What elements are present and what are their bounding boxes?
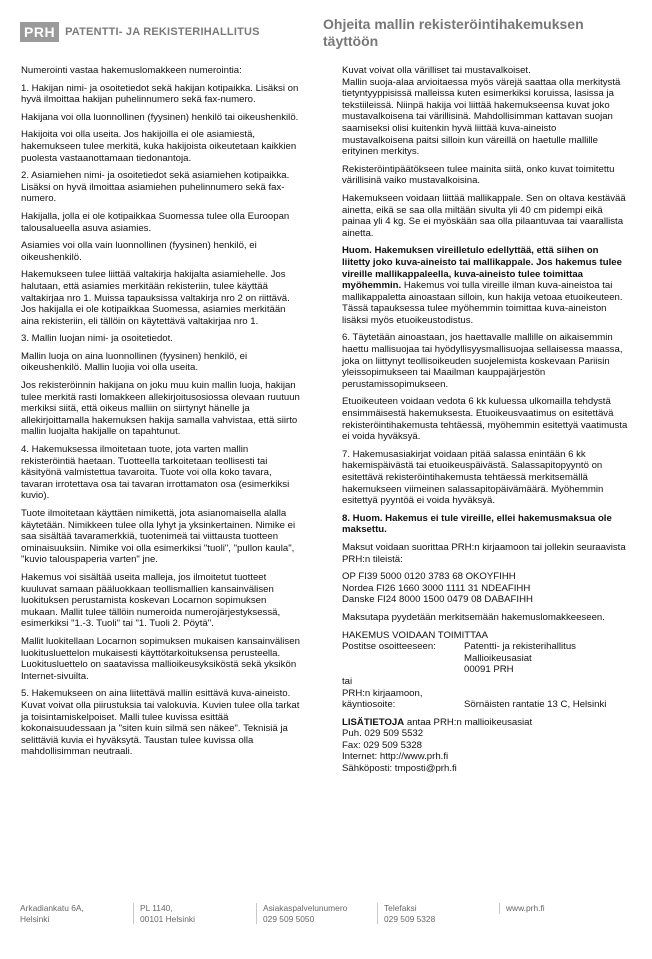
left-column xyxy=(21,65,304,764)
paragraph: Rekisteröintipäätökseen tulee mainita siitä, onko kuvat toimitettu värillisinä vaiko mustavalkoisina. xyxy=(342,163,615,187)
right-column xyxy=(342,65,629,775)
paragraph: Hakemukseen tulee liittää valtakirja hakijalta asiamiehelle. Jos halutaan, että asiamies merkitään rekisteriin, tulee käyttää valtakirjaa nro 1. Muissa tapauksissa valtakirja nro 2 on riittävä. Jos hakijalla ei ole kotipaikkaa Suomessa, asiamies merkitään aina rekisteriin, eli tällöin on käytettävä valtakirjaa nro 1. xyxy=(21,269,290,327)
delivery-heading: HAKEMUS VOIDAAN TOIMITTAA xyxy=(342,629,489,641)
info-heading-bold: LISÄTIETOJA xyxy=(342,716,405,728)
info-section xyxy=(342,717,629,775)
fee-notice: 8. Huom. Hakemus ei tule vireille, ellei hakemusmaksua ole maksettu. xyxy=(342,512,612,536)
postal-label: Postitse osoitteeseen: xyxy=(342,641,436,653)
paragraph: 5. Hakemukseen on aina liitettävä mallin esittävä kuva-aineisto. Kuvat voivat olla piirustuksia tai valokuvia. Kuvien tulee olla tarkat ja toisintamiskelpoiset. Malli tulee kuvissa esittää kokonaisuudessaan ja "siten kuin silmä sen näkee". Teknisiä ja selittäviä kuvia ei hyväksytä. Taustan tulee kuvissa olla mahdollisimman neutraali. xyxy=(21,688,300,758)
paragraph: 4. Hakemuksessa ilmoitetaan tuote, jota varten mallin rekisteröintiä haetaan. Tuotteella tarkoitetaan teollisesti tai käsityönä valmistettua tavaroita. Tuote voi olla koko tavara, tavaran irrotettava osa tai tavaran irrottamaton osa (esimerkiksi kuvio). xyxy=(21,444,290,502)
paragraph: Mallit luokitellaan Locarnon sopimuksen mukaisen kansainvälisen luokitusluettelon mukaisesti käyttötarkoituksensa perusteella. Luokitusluettelo on saatavissa mallioikeusyksiköstä sekä yksikön Internet-sivuilta. xyxy=(21,635,300,682)
bank-accounts: OP FI39 5000 0120 3783 68 OKOYFIHH Nordea FI26 1660 3000 1111 31 NDEAFIHH Danske FI24 8000 1500 0479 08 DABAFIHH xyxy=(342,571,533,606)
page-footer xyxy=(0,897,652,937)
paragraph: Etuoikeuteen voidaan vedota 6 kk kuluessa ulkomailla tehdystä ensimmäisestä hakemuksesta. Etuoikeusvaatimus on esitettävä rekisteröintihakemusta tehtäessä, myöhemmin esitettyä vaatimusta ei voida hyväksyä. xyxy=(342,396,628,443)
footer-website: www.prh.fi xyxy=(499,903,545,914)
paragraph: Hakemukseen voidaan liittää mallikappale. Sen on oltava kestävää ainetta, eikä se saa olla miltään sivulta yli 40 cm pidempi eikä painaa yli 4 kg. Se ei myöskään saa olla pilaantuvaa tai vaarallista ainetta. xyxy=(342,192,626,239)
notice-bold: Huom. Hakemuksen vireilletulo edellyttää, että siihen on liitetty joko kuva-aineisto tai mallikappale. Jos hakemus tulee vireille mallikappaleella, kuva-aineisto tulee toimittaa myöhemmin. xyxy=(342,245,622,292)
info-heading xyxy=(342,717,629,729)
logo-mark: PRH xyxy=(20,22,59,42)
paragraph: 6. Täytetään ainoastaan, jos haettavalle mallille on aikaisemmin haettu mallisuojaa tai hyödyllisyysmallisuojaa sellaisessa maassa, joka on liittynyt teollisoikeuden suojelemista koskevaan Pariisin yleissopimukseen tai Maailman kauppajärjestön perustamissopimukseen. xyxy=(342,332,623,390)
delivery-table xyxy=(342,641,629,711)
notice-rest: Hakemus voi tulla vireille ilman kuva-aineistoa tai mallikappaletta ainoastaan silloin, kun hakija vetoaa etuoikeuteen. Tässä tapauksessa tulee myöhemmin toimittaa kuva-aineiston lisäksi myös etuoikeustodistus. xyxy=(342,280,623,326)
paragraph: Mallin luoja on aina luonnollinen (fyysinen) henkilö, ei oikeushenkilö. Mallin luojia voi olla useita. xyxy=(21,350,248,374)
paragraph: 7. Hakemusasiakirjat voidaan pitää salassa enintään 6 kk hakemispäivästä tai etuoikeuspäivästä. Salassapitopyyntö on esitettävä rekisteröintihakemusta tehtäessä merkitsemällä hakemukseen viimeinen salassapitopäivämäärä. Myöhemmin esitettyä pyyntöä ei voida hyväksyä. xyxy=(342,448,604,507)
paragraph: 2. Asiamiehen nimi- ja osoitetiedot sekä asiamiehen kotipaikka. Lisäksi on hyvä ilmoittaa asiamiehen puhelinnumero sekä fax-numero. xyxy=(21,170,290,205)
notice-paragraph xyxy=(342,245,629,326)
paragraph: Jos rekisteröinnin hakijana on joku muu kuin mallin luoja, hakijan tulee merkitä rasti lomakkeen allekirjoitusosiossa olevaan ruutuun merkiksi siitä, että oikeus malliin on siirtynyt hänelle ja allekirjoittamalla hakemuksen hakija samalla vahvistaa, että siirto mallin luojalta hakijalle on tapahtunut. xyxy=(21,380,300,438)
footer-fax: Telefaksi 029 509 5328 xyxy=(377,903,435,924)
paragraph: Hakijoita voi olla useita. Jos hakijoilla ei ole asiamiestä, hakemukseen tulee merkitä, kuka hakijoista oikeutetaan kaikkien puolesta vastaanottamaan tiedonantoja. xyxy=(21,129,297,164)
paragraph: Numerointi vastaa hakemuslomakkeen numerointia: xyxy=(21,65,242,76)
paragraph: Tuote ilmoitetaan käyttäen nimikettä, jota asianomaisella alalla käytetään. Nimikkeen tulee olla lyhyt ja yksinkertainen. Nimike ei saa sisältää tavaramerkkiä, tuotenimeä tai viittausta tuotteen ominaisuuksiin. Nimike voi olla esimerkiksi "tuoli", "pullon kaula", "kuvio talouspaperia varten" jne. xyxy=(21,508,296,566)
paragraph: Asiamies voi olla vain luonnollinen (fyysinen) henkilö, ei oikeushenkilö. xyxy=(21,240,257,263)
paragraph: 1. Hakijan nimi- ja osoitetiedot sekä hakijan kotipaikka. Lisäksi on hyvä ilmoittaa hakijan puhelinnumero sekä fax-numero. xyxy=(21,82,299,106)
prh-logo xyxy=(20,22,260,42)
registry-address: Sörnäisten rantatie 13 C, Helsinki xyxy=(464,699,607,711)
paragraph: Kuvat voivat olla värilliset tai mustavalkoiset. Mallin suoja-alaa arvioitaessa myös värejä saattaa olla merkitystä tietyntyyppisissä malleissa kuten esimerkiksi koruissa, lasissa ja tekstiileissä. Niinpä hakija voi liittää hakemukseensa kuvat joko mustavalkoisena tai värillisinä. Mahdollisimman kattavan suojan saamiseksi olisi kuitenkin hyvä liittää kuva-aineisto mustavalkoisena paitsi silloin kun väreillä on haetulle mallille erityinen merkitys. xyxy=(342,65,621,158)
or-text: tai xyxy=(342,675,353,687)
document-title: Ohjeita mallin rekisteröintihakemuksen täyttöön xyxy=(323,16,584,49)
paragraph: Maksut voidaan suorittaa PRH:n kirjaamoon tai jollekin seuraavista PRH:n tileistä: xyxy=(342,541,626,565)
footer-pobox: PL 1140, 00101 Helsinki xyxy=(133,903,195,924)
registry-label: PRH:n kirjaamoon, käyntiosoite: xyxy=(342,687,423,711)
paragraph: Hakemus voi sisältää useita malleja, jos ilmoitetut tuotteet kuuluvat samaan pääluokkaan teollismallien kansainvälisen luokituksen perustamista koskevan Locarnon sopimuksen mukaan. Mallit tulee tällöin numeroida numerojärjestyksessä, esimerkiksi "1.-3. Tuoli" tai "1. Tuoli 2. Pöytä". xyxy=(21,571,281,630)
footer-address: Arkadiankatu 6A, Helsinki xyxy=(20,903,84,924)
paragraph: Maksutapa pyydetään merkitsemään hakemuslomakkeeseen. xyxy=(342,611,605,623)
info-heading-rest: antaa PRH:n mallioikeusasiat xyxy=(404,716,533,728)
delivery-section xyxy=(342,630,629,711)
footer-service-number: Asiakaspalvelunumero 029 509 5050 xyxy=(256,903,347,924)
paragraph: 3. Mallin luojan nimi- ja osoitetiedot. xyxy=(21,333,173,345)
postal-address: Patentti- ja rekisterihallitus Mallioikeusasiat 00091 PRH xyxy=(464,641,576,676)
page-header xyxy=(0,0,652,60)
contact-lines: Puh. 029 509 5532 Fax: 029 509 5328 Internet: http://www.prh.fi Sähköposti: tmposti@prh.fi xyxy=(342,728,457,775)
paragraph: Hakijana voi olla luonnollinen (fyysinen) henkilö tai oikeushenkilö. xyxy=(21,111,299,123)
paragraph: Hakijalla, jolla ei ole kotipaikkaa Suomessa tulee olla Euroopan talousalueella asuva asiamies. xyxy=(21,210,290,234)
logo-text: PATENTTI- JA REKISTERIHALLITUS xyxy=(65,26,260,38)
